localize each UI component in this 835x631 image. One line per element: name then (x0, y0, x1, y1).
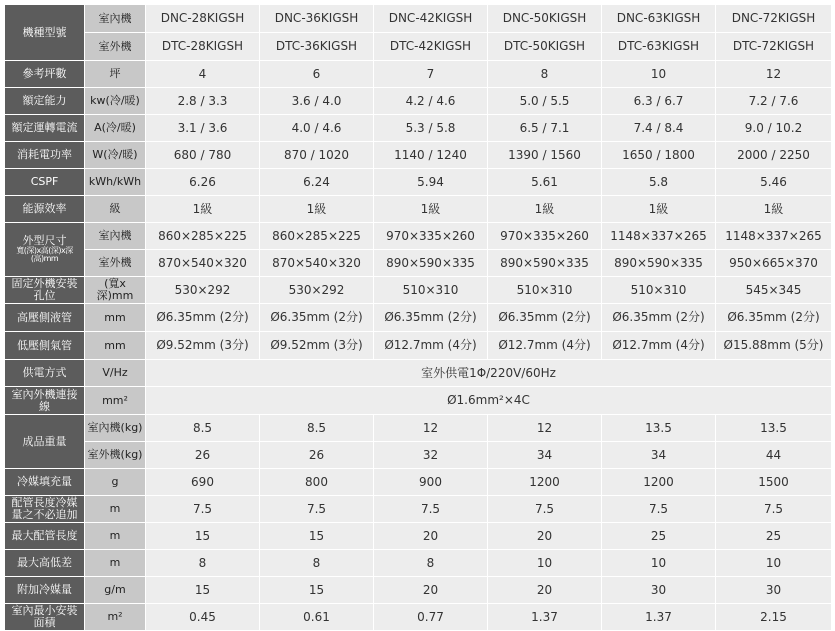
cell: 510×310 (374, 277, 488, 304)
cell: 15 (260, 523, 374, 550)
unit: 級 (85, 196, 146, 223)
cell: 890×590×335 (602, 250, 716, 277)
cell: 12 (488, 415, 602, 442)
unit: g/m (85, 577, 146, 604)
label-additional-refrigerant: 附加冷媒量 (5, 577, 85, 604)
cell: 6.3 / 6.7 (602, 88, 716, 115)
cell: Ø12.7mm (4分) (488, 332, 602, 360)
cell: 15 (146, 523, 260, 550)
row-dimensions-indoor (5, 223, 832, 250)
unit: mm² (85, 387, 146, 415)
row-power (5, 142, 832, 169)
unit: mm (85, 304, 146, 332)
cell: DTC-50KIGSH (488, 33, 602, 61)
cell: 800 (260, 469, 374, 496)
cell: 34 (602, 442, 716, 469)
cell: 870 / 1020 (260, 142, 374, 169)
cell: 5.8 (602, 169, 716, 196)
row-refrigerant (5, 469, 832, 496)
cell: 15 (260, 577, 374, 604)
cell: 30 (602, 577, 716, 604)
label-efficiency: 能源效率 (5, 196, 85, 223)
cell: 3.1 / 3.6 (146, 115, 260, 142)
cell: Ø6.35mm (2分) (488, 304, 602, 332)
cell: Ø6.35mm (2分) (146, 304, 260, 332)
cell: 7 (374, 61, 488, 88)
unit-outdoor: 室外機 (85, 33, 146, 61)
cell: 1級 (602, 196, 716, 223)
cell: 1級 (260, 196, 374, 223)
label-power: 消耗電功率 (5, 142, 85, 169)
cell: 545×345 (716, 277, 832, 304)
label-weight: 成品重量 (5, 415, 85, 469)
unit: V/Hz (85, 360, 146, 387)
row-mount-holes (5, 277, 832, 304)
cell: 970×335×260 (488, 223, 602, 250)
cell: 4.2 / 4.6 (374, 88, 488, 115)
cell: 44 (716, 442, 832, 469)
row-current (5, 115, 832, 142)
cell: 1148×337×265 (602, 223, 716, 250)
cell: 25 (602, 523, 716, 550)
label-dimensions (5, 223, 85, 277)
cell: Ø6.35mm (2分) (602, 304, 716, 332)
cell: 690 (146, 469, 260, 496)
label-pipe-length-no-charge: 配管長度冷媒量之不必追加 (5, 496, 85, 523)
cell: DTC-42KIGSH (374, 33, 488, 61)
cell: 970×335×260 (374, 223, 488, 250)
unit: 坪 (85, 61, 146, 88)
cell: 0.45 (146, 604, 260, 631)
cell: 34 (488, 442, 602, 469)
cell: 13.5 (602, 415, 716, 442)
cell: 950×665×370 (716, 250, 832, 277)
cell: 12 (716, 61, 832, 88)
cell: 8.5 (146, 415, 260, 442)
cell: 890×590×335 (374, 250, 488, 277)
cell: Ø6.35mm (2分) (716, 304, 832, 332)
cell: DNC-42KIGSH (374, 5, 488, 33)
cell: 10 (488, 550, 602, 577)
label-refrigerant: 冷媒填充量 (5, 469, 85, 496)
label-min-install-area: 室內最小安裝面積 (5, 604, 85, 631)
row-model-outdoor (5, 33, 832, 61)
label-connection-wire: 室內外機連接線 (5, 387, 85, 415)
cell: 870×540×320 (260, 250, 374, 277)
cell: 2.15 (716, 604, 832, 631)
cell: 7.4 / 8.4 (602, 115, 716, 142)
cell: 1390 / 1560 (488, 142, 602, 169)
row-pipe-length-no-charge (5, 496, 832, 523)
cell: 9.0 / 10.2 (716, 115, 832, 142)
cell: DNC-36KIGSH (260, 5, 374, 33)
row-cspf (5, 169, 832, 196)
cell: 8 (374, 550, 488, 577)
cell: 7.5 (374, 496, 488, 523)
unit: A(冷/暖) (85, 115, 146, 142)
cell: 1級 (146, 196, 260, 223)
row-efficiency (5, 196, 832, 223)
cell: 5.46 (716, 169, 832, 196)
row-connection-wire (5, 387, 832, 415)
span-cell: Ø1.6mm²×4C (146, 387, 832, 415)
cell: 1級 (716, 196, 832, 223)
cell: DTC-63KIGSH (602, 33, 716, 61)
row-power-supply (5, 360, 832, 387)
cell: Ø9.52mm (3分) (260, 332, 374, 360)
unit: 室外機 (85, 250, 146, 277)
cell: 10 (602, 550, 716, 577)
cell: 20 (488, 577, 602, 604)
cell: 2000 / 2250 (716, 142, 832, 169)
cell: 680 / 780 (146, 142, 260, 169)
cell: 10 (716, 550, 832, 577)
cell: 20 (374, 523, 488, 550)
unit: kWh/kWh (85, 169, 146, 196)
unit: m (85, 550, 146, 577)
cell: 530×292 (146, 277, 260, 304)
cell: 20 (374, 577, 488, 604)
cell: DNC-50KIGSH (488, 5, 602, 33)
cell: 8 (488, 61, 602, 88)
unit: (寬x深)mm (85, 277, 146, 304)
cell: 510×310 (488, 277, 602, 304)
cell: 5.94 (374, 169, 488, 196)
row-gas-pipe (5, 332, 832, 360)
row-max-pipe-length (5, 523, 832, 550)
cell: 6.26 (146, 169, 260, 196)
cell: 1650 / 1800 (602, 142, 716, 169)
cell: Ø9.52mm (3分) (146, 332, 260, 360)
cell: 32 (374, 442, 488, 469)
cell: 1200 (602, 469, 716, 496)
cell: 8 (260, 550, 374, 577)
cell: 25 (716, 523, 832, 550)
cell: 510×310 (602, 277, 716, 304)
label-max-height-diff: 最大高低差 (5, 550, 85, 577)
cell: 0.77 (374, 604, 488, 631)
cell: 13.5 (716, 415, 832, 442)
cell: 3.6 / 4.0 (260, 88, 374, 115)
row-dimensions-outdoor (5, 250, 832, 277)
cell: 5.0 / 5.5 (488, 88, 602, 115)
cell: 870×540×320 (146, 250, 260, 277)
unit-indoor: 室內機 (85, 5, 146, 33)
cell: 0.61 (260, 604, 374, 631)
label-dimensions-main: 外型尺寸 (22, 234, 67, 248)
cell: 7.5 (488, 496, 602, 523)
label-power-supply: 供電方式 (5, 360, 85, 387)
cell: Ø15.88mm (5分) (716, 332, 832, 360)
label-current: 額定運轉電流 (5, 115, 85, 142)
cell: 4 (146, 61, 260, 88)
cell: DTC-28KIGSH (146, 33, 260, 61)
unit: 室外機(kg) (85, 442, 146, 469)
cell: 7.5 (146, 496, 260, 523)
cell: 30 (716, 577, 832, 604)
row-capacity (5, 88, 832, 115)
cell: Ø6.35mm (2分) (260, 304, 374, 332)
label-dimensions-sub: 寬(深)x高(深)x深(高)mm (16, 245, 73, 264)
cell: 1級 (374, 196, 488, 223)
label-gas-pipe: 低壓側氣管 (5, 332, 85, 360)
label-max-pipe-length: 最大配管長度 (5, 523, 85, 550)
cell: DNC-72KIGSH (716, 5, 832, 33)
cell: Ø6.35mm (2分) (374, 304, 488, 332)
cell: 900 (374, 469, 488, 496)
cell: 890×590×335 (488, 250, 602, 277)
cell: 2.8 / 3.3 (146, 88, 260, 115)
cell: 7.2 / 7.6 (716, 88, 832, 115)
label-capacity: 額定能力 (5, 88, 85, 115)
cell: 6.24 (260, 169, 374, 196)
cell: 1500 (716, 469, 832, 496)
spec-table (4, 4, 832, 631)
unit: m² (85, 604, 146, 631)
cell: 26 (146, 442, 260, 469)
row-weight-indoor (5, 415, 832, 442)
cell: Ø12.7mm (4分) (602, 332, 716, 360)
label-area: 參考坪數 (5, 61, 85, 88)
cell: 5.3 / 5.8 (374, 115, 488, 142)
label-liquid-pipe: 高壓側液管 (5, 304, 85, 332)
unit: kw(冷/暖) (85, 88, 146, 115)
cell: 1148×337×265 (716, 223, 832, 250)
cell: 20 (488, 523, 602, 550)
cell: DTC-72KIGSH (716, 33, 832, 61)
cell: 1級 (488, 196, 602, 223)
cell: 8 (146, 550, 260, 577)
cell: 12 (374, 415, 488, 442)
cell: 7.5 (260, 496, 374, 523)
cell: 26 (260, 442, 374, 469)
unit: W(冷/暖) (85, 142, 146, 169)
cell: 8.5 (260, 415, 374, 442)
unit: m (85, 523, 146, 550)
cell: 10 (602, 61, 716, 88)
row-weight-outdoor (5, 442, 832, 469)
cell: 7.5 (716, 496, 832, 523)
cell: 7.5 (602, 496, 716, 523)
row-min-install-area (5, 604, 832, 631)
cell: 5.61 (488, 169, 602, 196)
cell: DNC-28KIGSH (146, 5, 260, 33)
row-model-indoor (5, 5, 832, 33)
row-max-height-diff (5, 550, 832, 577)
cell: 4.0 / 4.6 (260, 115, 374, 142)
label-cspf: CSPF (5, 169, 85, 196)
cell: 1.37 (602, 604, 716, 631)
cell: 1.37 (488, 604, 602, 631)
cell: 6.5 / 7.1 (488, 115, 602, 142)
unit: m (85, 496, 146, 523)
cell: Ø12.7mm (4分) (374, 332, 488, 360)
unit: mm (85, 332, 146, 360)
cell: DNC-63KIGSH (602, 5, 716, 33)
unit: 室內機(kg) (85, 415, 146, 442)
row-liquid-pipe (5, 304, 832, 332)
unit: 室內機 (85, 223, 146, 250)
row-additional-refrigerant (5, 577, 832, 604)
cell: 860×285×225 (146, 223, 260, 250)
cell: 6 (260, 61, 374, 88)
span-cell: 室外供電1Φ/220V/60Hz (146, 360, 832, 387)
unit: g (85, 469, 146, 496)
label-mount-holes: 固定外機安裝孔位 (5, 277, 85, 304)
cell: DTC-36KIGSH (260, 33, 374, 61)
cell: 860×285×225 (260, 223, 374, 250)
cell: 530×292 (260, 277, 374, 304)
cell: 1140 / 1240 (374, 142, 488, 169)
label-model: 機種型號 (5, 5, 85, 61)
cell: 1200 (488, 469, 602, 496)
row-area (5, 61, 832, 88)
cell: 15 (146, 577, 260, 604)
